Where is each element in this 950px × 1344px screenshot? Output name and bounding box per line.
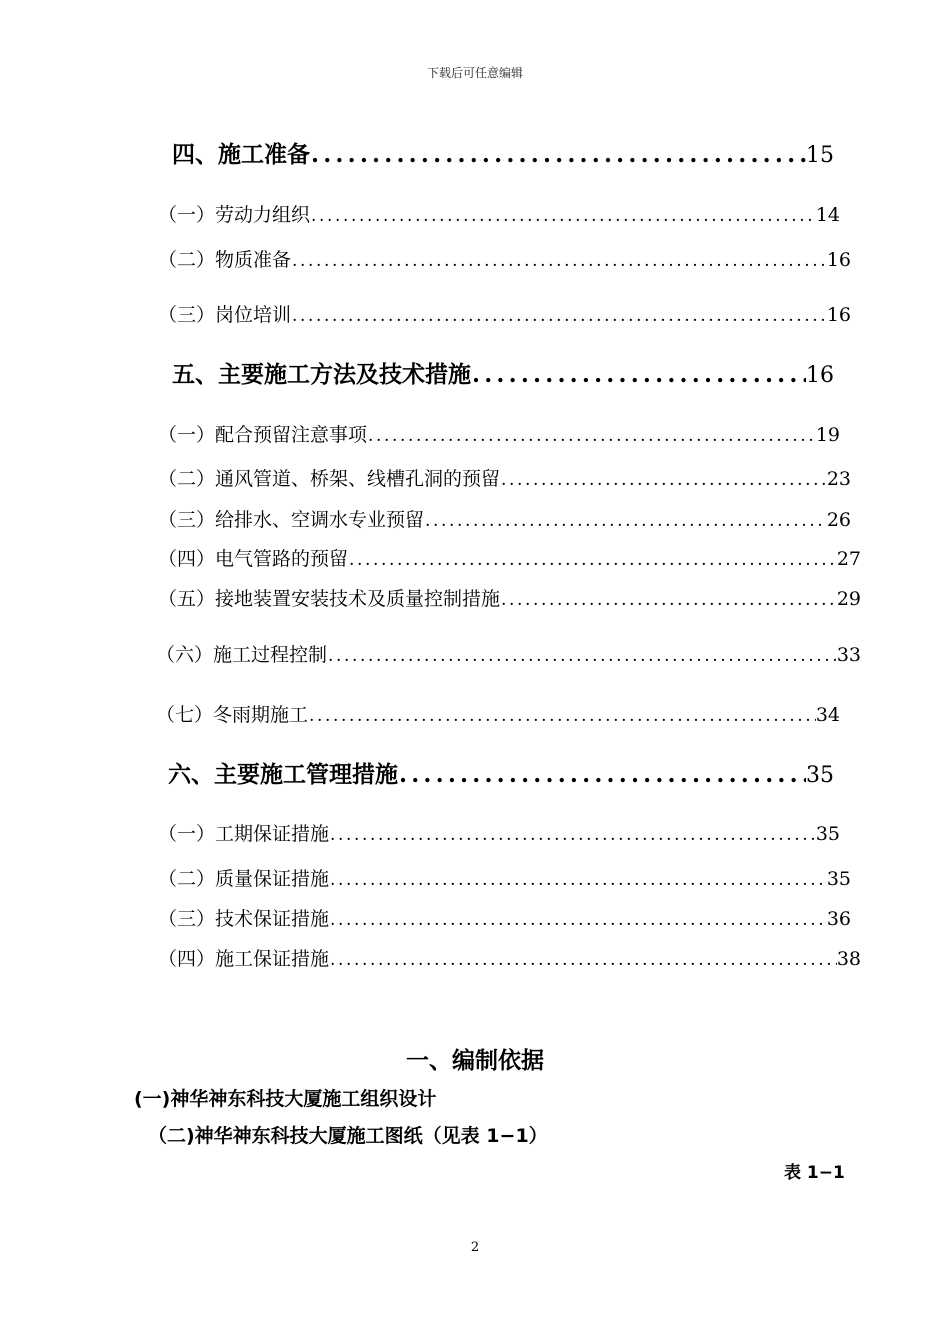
toc-entry-label: （五）接地装置安装技术及质量控制措施 [158,588,501,610]
toc-leader-dots [308,706,816,726]
page-number: 2 [470,1240,480,1255]
toc-entry-5-1[interactable] [158,420,840,447]
toc-entry-page: 14 [815,204,840,226]
toc-leader-dots [471,361,806,388]
toc-leader-dots [291,251,827,271]
toc-entry-page: 19 [815,424,840,446]
table-label: 表 1−1 [784,1163,845,1183]
toc-entry-label: （四）施工保证措施 [158,948,330,970]
toc-entry-section-5[interactable] [172,356,834,389]
toc-leader-dots [310,206,816,226]
section-item-2: （二)神华神东科技大厦施工图纸（见表 1−1） [148,1125,548,1147]
toc-entry-5-3[interactable] [158,505,851,532]
toc-entry-page: 33 [836,644,861,666]
toc-entry-5-2[interactable] [158,464,851,491]
toc-leader-dots [348,550,837,570]
toc-leader-dots [398,761,806,788]
toc-entry-page: 29 [836,588,861,610]
toc-entry-5-5[interactable] [158,584,861,611]
toc-leader-dots [329,870,827,890]
toc-entry-4-1[interactable] [158,200,840,227]
toc-entry-label: （三）给排水、空调水专业预留 [158,509,425,531]
toc-leader-dots [424,511,827,531]
toc-entry-label: 四、施工准备 [172,142,310,168]
toc-leader-dots [500,470,827,490]
toc-entry-4-3[interactable] [158,300,851,327]
toc-entry-page: 16 [806,363,834,388]
header-note: 下载后可任意编辑 [426,66,523,80]
toc-entry-page: 16 [826,304,851,326]
toc-leader-dots [291,306,827,326]
toc-entry-5-6[interactable] [156,640,861,667]
toc-entry-page: 35 [826,868,851,890]
toc-leader-dots [329,910,827,930]
toc-entry-page: 23 [826,468,851,490]
toc-leader-dots [500,590,837,610]
toc-entry-page: 16 [826,249,851,271]
toc-entry-6-3[interactable] [158,904,851,931]
toc-entry-page: 27 [836,548,861,570]
toc-entry-label: （一）工期保证措施 [158,823,330,845]
toc-entry-label: （三）技术保证措施 [158,908,330,930]
toc-entry-5-7[interactable] [156,700,840,727]
toc-entry-page: 15 [806,143,834,168]
toc-entry-page: 34 [815,704,840,726]
toc-entry-label: （二）物质准备 [158,249,292,271]
toc-leader-dots [327,646,837,666]
toc-entry-label: （四）电气管路的预留 [158,548,349,570]
toc-leader-dots [329,825,816,845]
toc-entry-page: 26 [826,509,851,531]
toc-entry-6-4[interactable] [158,944,861,971]
toc-entry-label: 五、主要施工方法及技术措施 [172,362,471,388]
toc-entry-4-2[interactable] [158,245,851,272]
toc-entry-label: （六）施工过程控制 [156,644,328,666]
toc-entry-label: （二）质量保证措施 [158,868,330,890]
section-title: 一、编制依据 [406,1048,544,1074]
toc-entry-6-1[interactable] [158,819,840,846]
toc-entry-6-2[interactable] [158,864,851,891]
toc-entry-label: 六、主要施工管理措施 [168,762,398,788]
toc-entry-5-4[interactable] [158,544,861,571]
toc-entry-page: 38 [836,948,861,970]
toc-entry-page: 36 [826,908,851,930]
toc-entry-section-4[interactable] [172,136,834,169]
toc-entry-label: （七）冬雨期施工 [156,704,309,726]
toc-entry-label: （三）岗位培训 [158,304,292,326]
toc-leader-dots [367,426,816,446]
toc-leader-dots [310,141,806,168]
section-item-1: (一)神华神东科技大厦施工组织设计 [134,1088,437,1110]
toc-entry-page: 35 [806,763,834,788]
toc-entry-label: （一）劳动力组织 [158,204,311,226]
toc-entry-label: （一）配合预留注意事项 [158,424,368,446]
toc-leader-dots [329,950,837,970]
toc-entry-page: 35 [815,823,840,845]
toc-entry-label: （二）通风管道、桥架、线槽孔洞的预留 [158,468,501,490]
toc-entry-section-6[interactable] [168,756,834,789]
